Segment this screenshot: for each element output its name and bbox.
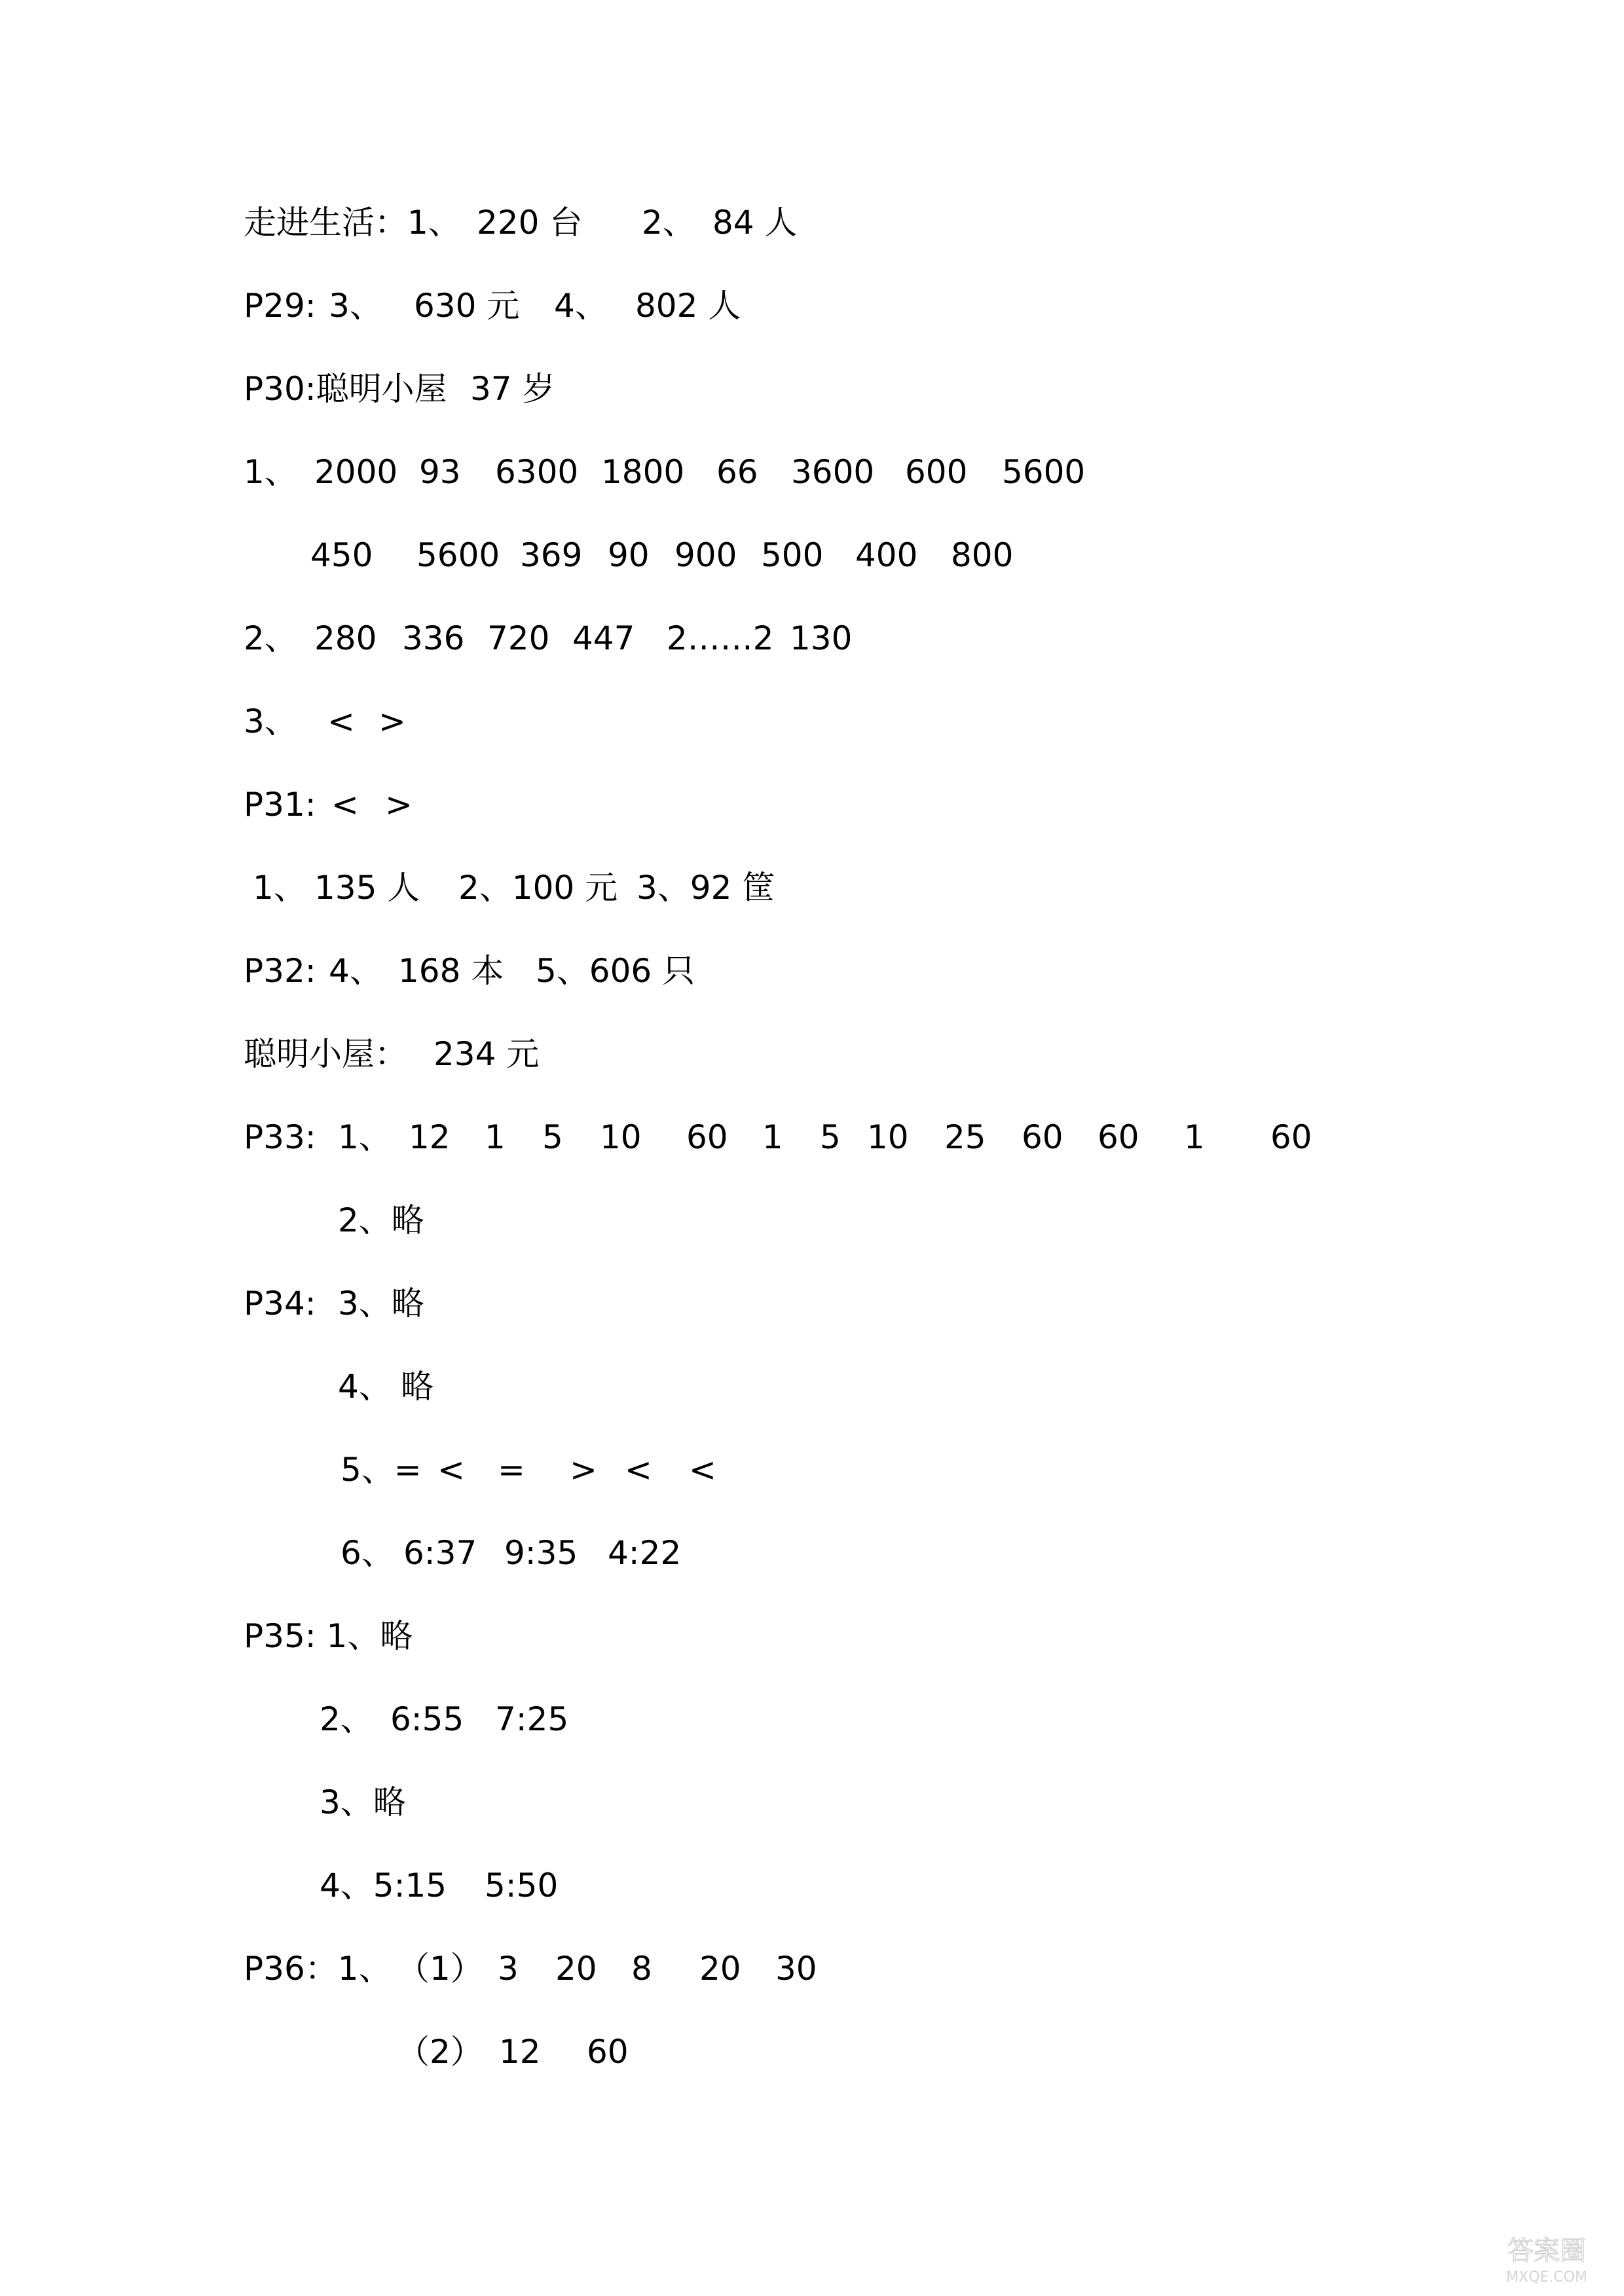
answer-token: 3、 <box>244 702 297 740</box>
answer-token: < <box>689 1451 716 1489</box>
answer-token: P34: <box>244 1285 316 1322</box>
answer-token: 3、 <box>329 287 382 325</box>
answer-token: 4、 <box>338 1368 392 1406</box>
answer-token: 500 <box>761 536 824 574</box>
answer-token: P29: <box>244 287 316 325</box>
answer-token: P36：1、 <box>244 1950 392 1988</box>
answer-token: < <box>625 1451 652 1489</box>
answer-token: 336 <box>402 619 465 657</box>
answer-token: 30 <box>775 1950 817 1988</box>
answer-token: > <box>570 1451 597 1489</box>
answer-token: 1 <box>485 1118 506 1156</box>
answer-token: 25 <box>944 1118 986 1156</box>
answer-token: 5600 <box>1002 453 1086 491</box>
answer-token: 1 <box>762 1118 783 1156</box>
watermark-bottom-text: MXQE.COM <box>1506 2269 1587 2286</box>
watermark-logo <box>1481 2229 1612 2288</box>
answer-token: 走进生活：1、 <box>244 204 461 242</box>
answer-token: > <box>385 786 413 824</box>
answer-token: 10 <box>867 1118 909 1156</box>
answer-token: 802 人 <box>635 287 741 325</box>
answer-token: 450 <box>310 536 373 574</box>
answer-token: 5:50 <box>485 1867 559 1904</box>
answer-token: 5 <box>542 1118 563 1156</box>
answer-token: P31: <box>244 786 316 824</box>
answer-token: 4、 <box>329 952 382 990</box>
answer-token: 聪明小屋： <box>244 1035 407 1073</box>
answer-token: 369 <box>520 536 583 574</box>
answer-token: 60 <box>1098 1118 1139 1156</box>
answer-token: > <box>378 702 406 740</box>
answer-token: P30:聪明小屋 <box>244 370 447 408</box>
answer-token: 5、= <box>341 1451 422 1489</box>
answer-token: 2、 <box>642 204 695 242</box>
answer-token: 6:55 <box>390 1700 464 1738</box>
answer-token: 720 <box>487 619 550 657</box>
answer-token: = <box>498 1451 525 1489</box>
answer-token: 60 <box>1022 1118 1063 1156</box>
answer-token: 60 <box>587 2033 629 2071</box>
answer-token: 130 <box>790 619 853 657</box>
answer-token: 66 <box>716 453 758 491</box>
answer-token: 600 <box>905 453 968 491</box>
answer-token: 4:22 <box>608 1534 682 1572</box>
answer-token: 6300 <box>495 453 579 491</box>
answer-token: 447 <box>572 619 635 657</box>
answer-token: 3、92 筐 <box>637 869 775 907</box>
answer-token: 220 台 <box>477 204 583 242</box>
answer-token: 9:35 <box>504 1534 578 1572</box>
answer-token: 6:37 <box>403 1534 477 1572</box>
answer-token: 90 <box>608 536 650 574</box>
answer-token: 60 <box>686 1118 728 1156</box>
answer-token: 20 <box>555 1950 597 1988</box>
answer-token: 2、100 元 <box>458 869 618 907</box>
answer-token: 2、略 <box>338 1201 424 1239</box>
answer-token: 2、 <box>244 619 297 657</box>
answer-token: 5 <box>820 1118 841 1156</box>
answer-token: 234 元 <box>434 1035 540 1073</box>
answer-token: < <box>331 786 359 824</box>
answer-token: 800 <box>951 536 1014 574</box>
answer-token: 84 人 <box>712 204 798 242</box>
answer-token: 93 <box>419 453 461 491</box>
answer-token: 1、 <box>244 453 297 491</box>
answer-token: 1800 <box>601 453 685 491</box>
answer-token: 3、略 <box>320 1783 406 1821</box>
answer-token: （2） <box>397 2033 483 2071</box>
watermark-top-text: 答案圈 <box>1507 2236 1586 2266</box>
answer-token: 2、 <box>320 1700 373 1738</box>
answer-token: 630 元 <box>414 287 520 325</box>
answer-token: P33: <box>244 1118 316 1156</box>
answer-token: 12 <box>499 2033 541 2071</box>
answer-token: 20 <box>699 1950 741 1988</box>
answer-token: < <box>437 1451 465 1489</box>
answer-token: 1 <box>1184 1118 1205 1156</box>
answer-token: 280 <box>314 619 377 657</box>
answer-token: （1） <box>397 1950 483 1988</box>
answer-token: 37 岁 <box>470 370 555 408</box>
answer-token: 8 <box>631 1950 652 1988</box>
answer-token: 4、5:15 <box>320 1867 447 1904</box>
answer-token: 400 <box>855 536 918 574</box>
answer-token: 900 <box>674 536 737 574</box>
answer-token: 12 <box>409 1118 451 1156</box>
answer-token: 168 本 <box>398 952 504 990</box>
answer-token: 3 <box>498 1950 519 1988</box>
answer-token: 7:25 <box>495 1700 569 1738</box>
answer-token: 2……2 <box>667 619 774 657</box>
answer-token: 6、 <box>341 1534 394 1572</box>
answer-token: 4、 <box>554 287 608 325</box>
answer-token: P35: 1、略 <box>244 1617 413 1655</box>
answer-token: 5600 <box>416 536 500 574</box>
answer-token: 1、 <box>253 869 306 907</box>
answer-token: 5、606 只 <box>536 952 695 990</box>
answer-token: 略 <box>401 1368 434 1406</box>
answer-token: 1、 <box>338 1118 392 1156</box>
answer-token: P32: <box>244 952 316 990</box>
answer-token: 10 <box>600 1118 642 1156</box>
answer-token: 60 <box>1270 1118 1312 1156</box>
answer-token: < <box>327 702 355 740</box>
answer-token: 135 人 <box>314 869 420 907</box>
answer-token: 2000 <box>314 453 398 491</box>
answer-token: 3600 <box>791 453 875 491</box>
answer-token: 3、略 <box>338 1285 424 1322</box>
